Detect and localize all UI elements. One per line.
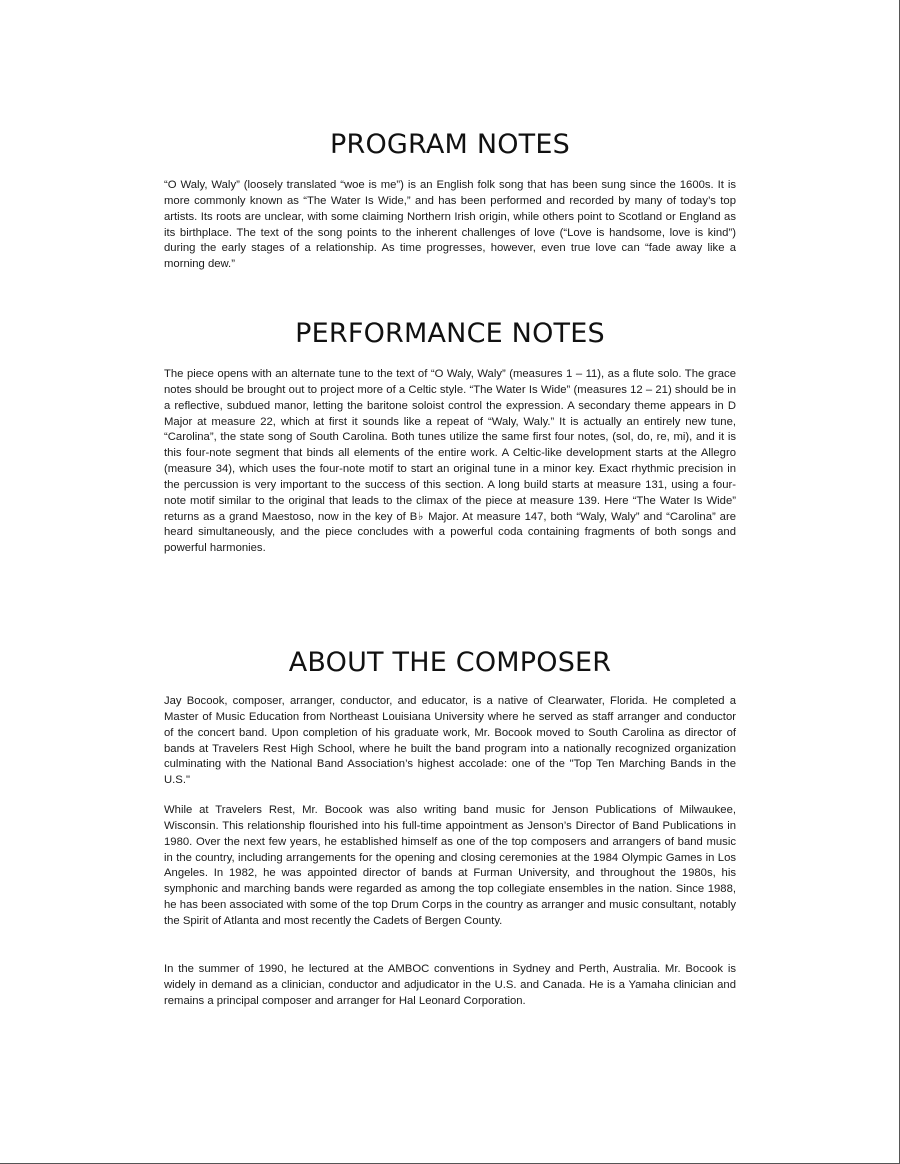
performance-notes-heading: PERFORMANCE NOTES [295,318,605,349]
program-notes-heading: PROGRAM NOTES [330,129,570,160]
about-composer-paragraph: In the summer of 1990, he lectured at the AMBOC conventions in Sydney and Perth, Australia. Mr. Bocook is widely in demand as a clinician, conductor and adjudicator in the U.S. and Canada. He is a Yamaha clinician and remains a principal composer and arranger for Hal Leonard Corporation. [164,963,736,1007]
performance-notes-text: The piece opens with an alternate tune to the text of “O Waly, Waly” (measures 1 – 11), as a flute solo. The grace notes should be brought out to project more of a Celtic style. “The Water Is Wide” (measures 12 – 21) should be in a reflective, subdued manor, letting the baritone soloist control the expression. A secondary theme appears in D Major at measure 22, which at first it sounds like a repeat of “Waly, Waly.” It is actually an entirely new tune, “Carolina”, the state song of South Carolina. Both tunes utilize the same first four notes, (sol, do, re, mi), and it is this four-note segment that binds all elements of the entire work. A Celtic-like development starts at the Allegro (measure 34), which uses the four-note motif to start an original tune in a minor key. Exact rhythmic precision in the percussion is very important to the success of this section. A long build starts at measure 131, using a four-note motif similar to the original that leads to the climax of the piece at measure 139. Here “The Water Is Wide” returns as a grand Maestoso, now in the key of B♭ Major. At measure 147, both “Waly, Waly” and “Carolina” are heard simultaneously, and the piece concludes with a powerful coda containing fragments of both songs and powerful harmonies. [164,368,736,555]
program-notes-text: “O Waly, Waly” (loosely translated “woe is me”) is an English folk song that has been sung since the 1600s. It is more commonly known as “The Water Is Wide,” and has been performed and recorded by many of today’s top artists. Its roots are unclear, with some claiming Northern Irish origin, while others point to Scotland or England as its birthplace. The text of the song points to the inherent challenges of love (“Love is handsome, love is kind”) during the early stages of a relationship. As time progresses, however, even true love can “fade away like a morning dew.” [164,179,736,271]
about-composer-paragraph: Jay Bocook, composer, arranger, conductor, and educator, is a native of Clearwater, Florida. He completed a Master of Music Education from Northeast Louisiana University where he served as staff arranger and conductor of the concert band. Upon completion of his graduate work, Mr. Bocook moved to South Carolina as director of bands at Travelers Rest High School, where he built the band program into a nationally recognized organization culminating with the National Band Association’s highest accolade: one of the "Top Ten Marching Bands in the U.S." [164,695,736,787]
about-composer-paragraph: While at Travelers Rest, Mr. Bocook was also writing band music for Jenson Publications of Milwaukee, Wisconsin. This relationship flourished into his full-time appointment as Jenson’s Director of Band Publications in 1980. Over the next few years, he established himself as one of the top composers and arrangers of band music in the country, including arrangements for the opening and closing ceremonies at the 1984 Olympic Games in Los Angeles. In 1982, he was appointed director of bands at Furman University, and throughout the 1980s, his symphonic and marching bands were regarded as among the top collegiate ensembles in the nation. Since 1988, he has been associated with some of the top Drum Corps in the country as arranger and music consultant, notably the Spirit of Atlanta and most recently the Cadets of Bergen County. [164,804,736,927]
about-composer-heading: ABOUT THE COMPOSER [288,647,612,678]
